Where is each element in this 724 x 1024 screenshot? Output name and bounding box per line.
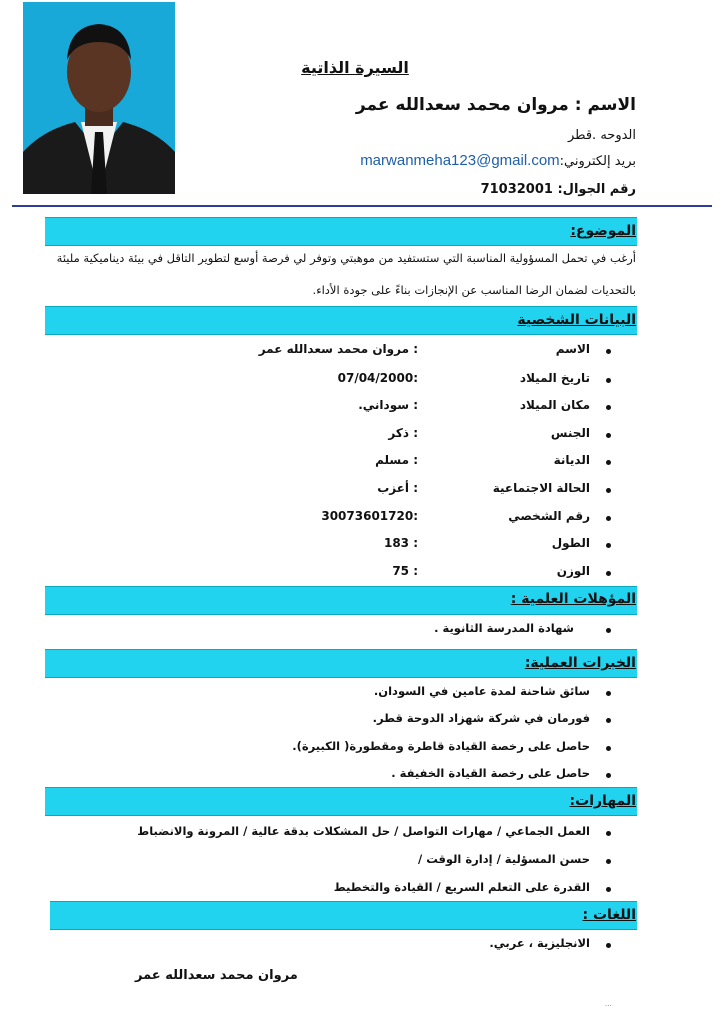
skills-item: حسن المسؤلية / إدارة الوقت / — [418, 852, 590, 866]
education-title: المؤهلات العلمية : — [510, 591, 636, 607]
education-item: شهادة المدرسة الثانوية . — [434, 621, 574, 635]
person-portrait-icon — [23, 2, 175, 194]
personal-value: : سوداني. — [358, 398, 418, 412]
personal-label: الوزن — [556, 564, 590, 578]
experience-title: الخبرات العملية: — [524, 655, 636, 671]
skills-item: القدرة على التعلم السريع / القيادة والتخطيط — [333, 880, 590, 894]
experience-item: سائق شاحنة لمدة عامين في السودان. — [373, 684, 590, 698]
personal-label: الحالة الاجتماعية — [492, 481, 590, 495]
personal-value: : أعزب — [377, 481, 418, 495]
bullet-icon — [606, 349, 611, 354]
skills-item: العمل الجماعي / مهارات التواصل / حل المشكلات بدقة عالية / المرونة والانضباط — [137, 824, 590, 838]
signature-name: مروان محمد سعدالله عمر — [135, 968, 298, 983]
bullet-icon — [606, 571, 611, 576]
email-row — [360, 152, 636, 169]
objective-line-2: بالتحديات لضمان الرضا المناسب عن الإنجازات بناءً على جودة الأداء. — [312, 283, 636, 297]
bullet-icon — [606, 691, 611, 696]
phone-number: رقم الجوال: 71032001 — [480, 182, 636, 197]
languages-title: اللغات : — [582, 907, 636, 923]
experience-item: حاصل على رخصة القيادة الخفيفة . — [391, 766, 590, 780]
personal-value: 07/04/2000: — [337, 371, 418, 385]
candidate-city: الدوحه .قطر — [568, 128, 636, 143]
objective-title: الموضوع: — [570, 223, 636, 239]
bullet-icon — [606, 628, 611, 633]
personal-value: : مروان محمد سعدالله عمر — [258, 342, 418, 356]
skills-section-bar — [45, 787, 637, 816]
email-value[interactable]: marwanmeha123@gmail.com — [360, 152, 560, 169]
candidate-name: الاسم : مروان محمد سعدالله عمر — [355, 95, 636, 115]
personal-title: البيانات الشخصية — [517, 312, 636, 328]
objective-line-1: أرغب في تحمل المسؤولية المناسبة التي ستستفيد من موهبتي وتوفر لي فرصة أوسع لتطوير التاقل في بيئة ديناميكية مليئة — [56, 251, 636, 265]
personal-label: الاسم — [555, 342, 590, 356]
bullet-icon — [606, 773, 611, 778]
personal-value: 30073601720: — [321, 509, 418, 523]
bullet-icon — [606, 859, 611, 864]
personal-value: 183 : — [383, 536, 418, 550]
bullet-icon — [606, 516, 611, 521]
bullet-icon — [606, 460, 611, 465]
personal-value: : مسلم — [375, 453, 418, 467]
email-label: بريد إلكتروني: — [559, 154, 636, 169]
personal-value: 75 : — [392, 564, 418, 578]
objective-section-bar — [45, 217, 637, 246]
footer-note: ... — [605, 1000, 612, 1008]
document-title: السيرة الذاتية — [301, 58, 409, 77]
personal-label: مكان الميلاد — [519, 398, 590, 412]
header-divider — [12, 205, 712, 207]
personal-label: رقم الشخصي — [508, 509, 590, 523]
languages-item: الانجليزية ، عربي. — [489, 936, 590, 950]
languages-section-bar — [50, 901, 637, 930]
bullet-icon — [606, 718, 611, 723]
profile-photo — [23, 2, 175, 194]
bullet-icon — [606, 746, 611, 751]
bullet-icon — [606, 543, 611, 548]
bullet-icon — [606, 943, 611, 948]
skills-title: المهارات: — [569, 793, 636, 809]
bullet-icon — [606, 405, 611, 410]
bullet-icon — [606, 831, 611, 836]
personal-label: الطول — [551, 536, 590, 550]
experience-item: فورمان في شركة شهزاد الدوحة قطر. — [372, 711, 590, 725]
bullet-icon — [606, 378, 611, 383]
bullet-icon — [606, 488, 611, 493]
personal-label: الديانة — [553, 453, 590, 467]
personal-label: الجنس — [550, 426, 590, 440]
experience-item: حاصل على رخصة القيادة قاطرة ومقطورة( الكبيرة). — [292, 739, 590, 753]
bullet-icon — [606, 433, 611, 438]
personal-label: تاريخ الميلاد — [519, 371, 590, 385]
bullet-icon — [606, 887, 611, 892]
personal-value: : ذكر — [388, 426, 418, 440]
